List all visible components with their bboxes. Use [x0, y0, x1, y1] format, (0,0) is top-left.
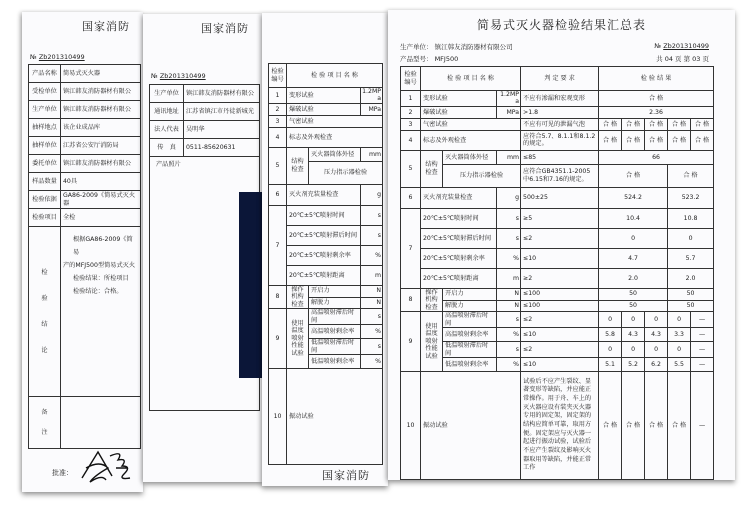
table-row [401, 164, 714, 187]
row-no: 7 [401, 208, 421, 288]
field-row [29, 119, 141, 137]
field-row [29, 83, 141, 101]
item-unit: N [497, 288, 521, 300]
item-group: 操作机构检查 [287, 285, 309, 308]
table-row [269, 184, 383, 205]
field-row [150, 103, 260, 121]
header-requirement: 判 定 要 求 [521, 67, 599, 91]
table-row [401, 228, 714, 248]
result: 合 格 [691, 130, 714, 150]
item-name: 20℃±5℃喷射时间 [287, 205, 361, 225]
table-row [401, 118, 714, 130]
field-value: 江苏省镇江市丹徒新城光 [184, 103, 260, 121]
table-row [269, 127, 383, 147]
row-no: 6 [269, 184, 287, 205]
row-no: 10 [269, 368, 287, 464]
page-title: 简易式灭火器检验结果汇总表 [476, 18, 646, 32]
item-unit: s [497, 312, 521, 328]
field-label: 通讯地址 [150, 103, 184, 121]
page-footer: 国家消防 [322, 469, 370, 482]
table-row [401, 342, 714, 358]
item-unit: s [361, 339, 383, 355]
item-name: 20℃±5℃喷射滞后时间 [421, 228, 497, 248]
field-label: 样品数量 [29, 173, 61, 191]
result: 0 [622, 312, 645, 328]
item-unit: g [361, 184, 383, 205]
field-label: 受检单位 [29, 83, 61, 101]
signature-icon [78, 446, 136, 484]
report-number: № Zb201310499 [654, 42, 709, 50]
field-label: 产品名称 [29, 65, 61, 83]
requirement: >1.8 [521, 106, 599, 118]
requirement: 不应有可见的泄漏气泡 [521, 118, 599, 130]
conclusion-row [29, 227, 141, 397]
requirement: 试验后不应产生裂纹、显著变形等缺陷，并应能正常操作。用于舟、车上的灭火器应设有装夹灭火器专用的固定架，固定架的结构应简单可靠，取用方便。固定架应与灭火器一起进行振动试验，试验后不应产生裂纹及影响灭火器取用等缺陷，并能正常工作 [521, 371, 599, 479]
table-row [401, 371, 714, 479]
table-row [401, 357, 714, 371]
item-name: 20℃±5℃喷射距离 [287, 265, 361, 285]
item-name: 高温喷射剩余率 [443, 328, 497, 342]
table-header [269, 64, 383, 88]
conclusion-label: 检 验 结 论 [29, 227, 61, 397]
result: 5.5 [668, 357, 691, 371]
field-value: GA86-2009《简易式灭火器 [61, 191, 141, 209]
field-label: 生产单位 [150, 85, 184, 103]
result: 0 [599, 342, 622, 358]
requirement: ≤100 [521, 288, 599, 300]
report-page-summary-copy [262, 13, 388, 486]
row-no: 2 [269, 103, 287, 115]
result: 50 [599, 288, 668, 300]
field-label: 生产单位 [29, 101, 61, 119]
approve-label: 批准： [52, 469, 73, 477]
field-value: 吴明华 [184, 121, 260, 139]
result: 合 格 [645, 130, 668, 150]
result: — [691, 357, 714, 371]
header-result: 检 验 结 果 [599, 67, 714, 91]
item-unit: MPa [497, 106, 521, 118]
result: 3.3 [668, 328, 691, 342]
row-no: 4 [269, 127, 287, 147]
requirement: 500±25 [521, 187, 599, 208]
item-unit: MPa [361, 103, 383, 115]
item-unit: m [497, 268, 521, 288]
item-name: 压力指示器检验 [309, 161, 383, 184]
field-value: 镇江韩友消防器材有限公 [184, 85, 260, 103]
table-row [401, 312, 714, 328]
item-group: 操作机构检查 [421, 288, 443, 311]
item-unit: 1.2MPa [362, 88, 382, 103]
remarks-label: 备 注 [29, 397, 61, 449]
item-name: 灭火器筒体外径 [309, 147, 361, 161]
info-table [28, 64, 141, 449]
header-item: 检 验 项 目 名 称 [421, 67, 521, 91]
page-info: 共 04 页 第 03 页 [656, 55, 709, 63]
page-title: 国家消防 [82, 20, 130, 33]
result: 合 格 [668, 164, 714, 187]
item-unit: % [361, 245, 383, 265]
row-no: 8 [401, 288, 421, 311]
result: 10.8 [668, 208, 714, 228]
result: 0 [645, 342, 668, 358]
table-row [269, 115, 383, 127]
item-name: 解脱力 [309, 297, 361, 309]
field-row [150, 85, 260, 103]
item-unit: m [361, 265, 383, 285]
item-name: 灭火剂充装量检查 [287, 184, 361, 205]
result: 2.0 [599, 268, 668, 288]
item-unit: s [497, 208, 521, 228]
field-label: 抽样地点 [29, 119, 61, 137]
field-row [29, 191, 141, 209]
table-row [401, 91, 714, 107]
table-row [269, 309, 383, 325]
row-no: 3 [269, 115, 287, 127]
item-name: 标志及外观检查 [421, 130, 521, 150]
result: 0 [622, 342, 645, 358]
item-name: 20℃±5℃喷射滞后时间 [287, 225, 361, 245]
result: 合 格 [691, 118, 714, 130]
photo-label: 产品照片 [150, 157, 260, 411]
report-page-summary [388, 10, 735, 480]
table-row [269, 103, 383, 115]
item-name: 高温喷射滞后时间 [309, 309, 361, 325]
remarks-row [29, 397, 141, 449]
item-name: 20℃±5℃喷射距离 [421, 268, 497, 288]
row-no: 1 [401, 91, 421, 107]
item-unit: % [361, 354, 383, 368]
row-no: 8 [269, 285, 287, 308]
result: 5.8 [599, 328, 622, 342]
requirement: ≤100 [521, 300, 599, 312]
item-unit: g [497, 187, 521, 208]
result: 0 [668, 228, 714, 248]
result: 合 格 [599, 91, 714, 107]
result: 合 格 [622, 118, 645, 130]
field-value: 0511-85620631 [184, 139, 260, 157]
field-value: 江苏省公安厅消防局 [61, 137, 141, 155]
requirement: ≤2 [521, 228, 599, 248]
table-row [401, 300, 714, 312]
row-no: 9 [269, 309, 287, 369]
table-row [401, 268, 714, 288]
requirement: 应符合5.7、8.1.1和8.1.2的规定。 [521, 130, 599, 150]
result: 0 [668, 312, 691, 328]
field-value: 镇江韩友消防器材有限公 [61, 101, 141, 119]
result: 6.2 [645, 357, 668, 371]
result: 合 格 [599, 118, 622, 130]
item-unit: s [497, 228, 521, 248]
row-no: 5 [269, 147, 287, 184]
field-row [29, 65, 141, 83]
row-no: 5 [401, 150, 421, 187]
table-row [401, 130, 714, 150]
item-name: 变形试验 [287, 88, 361, 104]
item-unit: mm [497, 150, 521, 164]
field-row [150, 139, 260, 157]
result: 合 格 [668, 371, 691, 479]
result: 合 格 [622, 371, 645, 479]
row-no: 6 [401, 187, 421, 208]
table-row [269, 245, 383, 265]
result: 合 格 [622, 130, 645, 150]
item-name: 低温喷射滞后时间 [309, 339, 361, 355]
requirement: 应符合GB4351.1-2005中6.15和7.16的规定。 [521, 164, 599, 187]
requirement: ≤10 [521, 328, 599, 342]
result: 50 [668, 300, 714, 312]
item-name: 低温喷射剩余率 [309, 354, 361, 368]
table-row [401, 328, 714, 342]
result: — [691, 342, 714, 358]
field-row [29, 137, 141, 155]
item-name: 灭火剂充装量检查 [421, 187, 497, 208]
conclusion-line: 检验结果：所检项目 [73, 275, 129, 282]
item-name: 气密试验 [287, 115, 383, 127]
item-name: 解脱力 [443, 300, 497, 312]
row-no: 2 [401, 106, 421, 118]
table-row [401, 187, 714, 208]
result: 524.2 [599, 187, 668, 208]
requirement: ≥2 [521, 268, 599, 288]
table-row [401, 150, 714, 164]
producer-line: 生产单位： 镇江韩友消防器材有限公司 [400, 43, 513, 51]
table-row [269, 205, 383, 225]
result: 10.4 [599, 208, 668, 228]
row-no: 3 [401, 118, 421, 130]
field-label: 法人代表 [150, 121, 184, 139]
item-unit: % [361, 325, 383, 339]
item-group: 使用温度喷射性能试验 [421, 312, 443, 372]
result: 5.1 [599, 357, 622, 371]
field-row [29, 173, 141, 191]
row-no: 9 [401, 312, 421, 372]
model-line: 产品型号： MFJ500 [400, 55, 459, 63]
field-label: 抽样单位 [29, 137, 61, 155]
field-label: 传 真 [150, 139, 184, 157]
result: 0 [645, 312, 668, 328]
conclusion-line: 产的MFJ500型简易式灭火 [63, 262, 136, 269]
result: 0 [599, 228, 668, 248]
field-row [29, 209, 141, 227]
results-table-strip [268, 63, 383, 465]
report-number: № Zb201310499 [151, 72, 206, 80]
row-no: 4 [401, 130, 421, 150]
item-name: 爆破试验 [287, 103, 361, 115]
item-name: 变形试验 [421, 91, 497, 107]
item-name: 爆破试验 [421, 106, 497, 118]
table-row [269, 285, 383, 297]
row-no: 10 [401, 371, 421, 479]
requirement: ≤2 [521, 312, 599, 328]
result: 4.3 [645, 328, 668, 342]
item-unit: s [361, 225, 383, 245]
result: 50 [599, 300, 668, 312]
field-label: 检验依据 [29, 191, 61, 209]
table-row [269, 265, 383, 285]
item-unit: % [497, 328, 521, 342]
result: 合 格 [645, 371, 668, 479]
report-page-cover [22, 12, 143, 492]
result: 66 [599, 150, 714, 164]
field-value: 全检 [61, 209, 141, 227]
row-no: 1 [269, 88, 287, 104]
item-name: 20℃±5℃喷射剩余率 [421, 248, 497, 268]
remarks-value [61, 397, 141, 449]
header-no: 检验编号 [269, 64, 287, 88]
result: 5.7 [668, 248, 714, 268]
item-unit: s [361, 205, 383, 225]
item-name: 20℃±5℃喷射剩余率 [287, 245, 361, 265]
header-item: 检 验 项 目 名 称 [287, 64, 383, 88]
item-unit: s [361, 309, 383, 325]
field-value: 40具 [61, 173, 141, 191]
report-page-info [143, 14, 262, 482]
result: 合 格 [645, 118, 668, 130]
table-row [269, 88, 383, 104]
row-no: 7 [269, 205, 287, 285]
item-name: 振动试验 [421, 371, 521, 479]
result: 合 格 [599, 371, 622, 479]
field-label: 检验项目 [29, 209, 61, 227]
requirement: ≤10 [521, 357, 599, 371]
item-name: 低温喷射滞后时间 [443, 342, 497, 358]
table-row [401, 248, 714, 268]
result: 合 格 [599, 130, 622, 150]
result: 50 [668, 288, 714, 300]
field-label: 委托单位 [29, 155, 61, 173]
result: 523.2 [668, 187, 714, 208]
report-number: № Zb201310499 [30, 53, 85, 61]
item-group: 使用温度喷射性能试验 [287, 309, 309, 369]
result: 0 [668, 342, 691, 358]
requirement: ≤2 [521, 342, 599, 358]
table-row [269, 225, 383, 245]
item-name: 低温喷射剩余率 [443, 357, 497, 371]
item-name: 20℃±5℃喷射时间 [421, 208, 497, 228]
table-header [401, 67, 714, 91]
item-unit: % [497, 357, 521, 371]
item-unit: % [497, 248, 521, 268]
result: — [691, 328, 714, 342]
result: 4.3 [622, 328, 645, 342]
requirement: ≤85 [521, 150, 599, 164]
conclusion-line: 检验结论：合格。 [73, 288, 123, 295]
result: 0 [599, 312, 622, 328]
result: 4.7 [599, 248, 668, 268]
item-name: 气密试验 [421, 118, 521, 130]
result: 2.36 [599, 106, 714, 118]
result: — [691, 371, 714, 479]
item-name: 标志及外观检查 [287, 127, 383, 147]
table-row [401, 106, 714, 118]
result: 合 格 [668, 118, 691, 130]
item-name: 灭火器筒体外径 [443, 150, 497, 164]
result: 2.0 [668, 268, 714, 288]
field-row [29, 101, 141, 119]
item-group: 结构检查 [421, 150, 443, 187]
item-name: 高温喷射滞后时间 [443, 312, 497, 328]
result: — [691, 312, 714, 328]
item-unit: N [497, 300, 521, 312]
result: 5.2 [622, 357, 645, 371]
item-name: 开启力 [309, 285, 361, 297]
requirement: ≥5 [521, 208, 599, 228]
item-unit: 1.2MPa [497, 91, 521, 107]
item-unit: N [361, 297, 383, 309]
item-group: 结构检查 [287, 147, 309, 184]
item-unit: mm [361, 147, 383, 161]
table-row [401, 288, 714, 300]
results-table [400, 66, 714, 480]
table-row [401, 208, 714, 228]
product-photo [239, 192, 262, 378]
field-value: 镇江韩友消防器材有限公 [61, 155, 141, 173]
field-value: 简易式灭火器 [61, 65, 141, 83]
result: 合 格 [599, 164, 668, 187]
field-value: 镇江韩友消防器材有限公 [61, 83, 141, 101]
item-name: 高温喷射剩余率 [309, 325, 361, 339]
page-title: 国家消防 [201, 22, 249, 35]
requirement: 不应有渗漏和宏观变形 [521, 91, 599, 107]
result: 合 格 [668, 130, 691, 150]
item-name: 压力指示器检验 [443, 164, 521, 187]
item-unit: N [361, 285, 383, 297]
field-row [29, 155, 141, 173]
table-row [269, 147, 383, 161]
item-name: 开启力 [443, 288, 497, 300]
field-row [150, 121, 260, 139]
header-no: 检验编号 [401, 67, 421, 91]
conclusion-line: 根据GA86-2009《简易 [73, 236, 133, 256]
requirement: ≤10 [521, 248, 599, 268]
item-name: 振动试验 [287, 368, 383, 464]
field-value: 该企业成品库 [61, 119, 141, 137]
item-unit: s [497, 342, 521, 358]
conclusion-text [61, 227, 141, 397]
table-row [269, 368, 383, 464]
